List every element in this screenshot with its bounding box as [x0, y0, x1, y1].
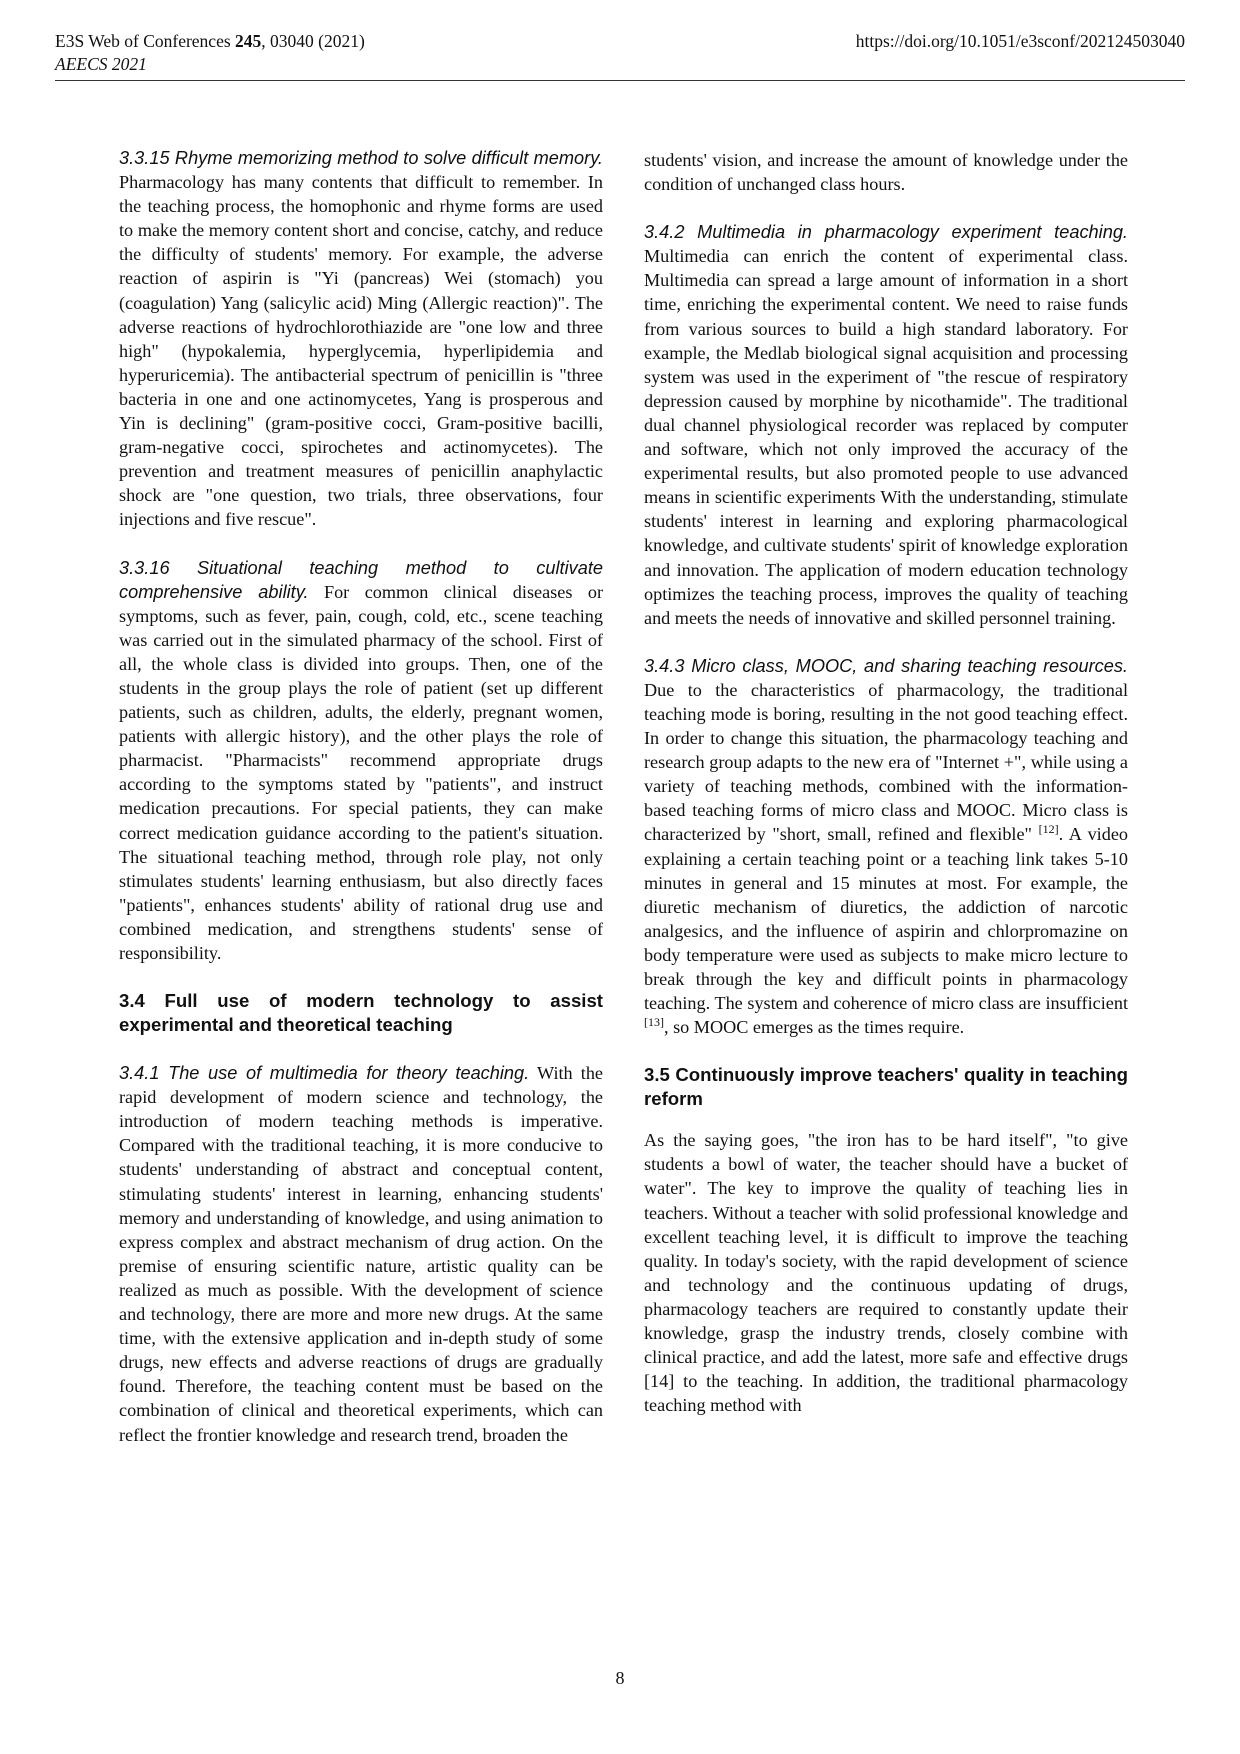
paragraph-body: With the rapid development of modern science and technology, the introduction of modern teaching methods is imperative. Compared with the traditional teaching, it is more conducive to students' understanding of abstract and conceptual content, stimulating students' interest in learning, enhancing students' memory and understanding of knowledge, and using animation to express complex and abstract mechanism of drug action. On the premise of ensuring scientific nature, artistic quality can be realized as much as possible. With the development of science and technology, there are more and more new drugs. At the same time, with the extensive application and in-depth study of some drugs, new effects and adverse reactions of drugs are gradually found. Therefore, the teaching content must be based on the combination of clinical and theoretical experiments, which can reflect the frontier knowledge and research trend, broaden the [119, 1063, 603, 1445]
section-heading-3-4: 3.4 Full use of modern technology to assist experimental and theoretical teaching [119, 990, 603, 1036]
subsection-title-3-4-2: 3.4.2 Multimedia in pharmacology experiment teaching. [644, 222, 1128, 243]
conference-line: E3S Web of Conferences 245, 03040 (2021) [55, 31, 365, 51]
volume-number: 245 [235, 31, 262, 51]
right-column [644, 148, 1128, 1417]
header-left [55, 30, 365, 76]
left-column [119, 146, 603, 1447]
conference-subtitle: AEECS 2021 [55, 54, 147, 74]
paragraph-3-3-16 [119, 556, 603, 966]
subsection-title-3-4-3: 3.4.3 Micro class, MOOC, and sharing teaching resources. [644, 655, 1128, 676]
subsection-title-3-3-15: 3.3.15 Rhyme memorizing method to solve difficult memory. [119, 148, 603, 168]
section-heading-3-5: 3.5 Continuously improve teachers' quality in teaching reform [644, 1064, 1128, 1110]
paragraph-body: Multimedia can enrich the content of experimental class. Multimedia can spread a large amount of information in a short time, enriching the experimental content. We need to raise funds from various sources to build a high standard laboratory. For example, the Medlab biological signal acquisition and processing system was used in the experiment of "the rescue of respiratory depression caused by morphine by nicothamide". The traditional dual channel physiological recorder was replaced by computer and software, which not only improved the accuracy of the experimental results, but also promoted people to use advanced means in scientific experiments With the understanding, stimulate students' interest in learning and exploring pharmacological knowledge, and cultivate students' spirit of knowledge exploration and innovation. The application of modern education technology optimizes the teaching process, improves the quality of teaching and meets the needs of innovative and skilled personnel training. [644, 246, 1128, 628]
paragraph-3-4-2 [644, 220, 1128, 630]
paragraph-3-3-15 [119, 146, 603, 532]
paragraph-body: Pharmacology has many contents that difficult to remember. In the teaching process, the homophonic and rhyme forms are used to make the memory content short and concise, catchy, and reduce the difficulty of students' memory. For example, the adverse reaction of aspirin is "Yi (pancreas) Wei (stomach) you (coagulation) Yang (salicylic acid) Ming (Allergic reaction)". The adverse reactions of hydrochlorothiazide are "one low and three high" (hypokalemia, hyperglycemia, hyperlipidemia and hyperuricemia). The antibacterial spectrum of penicillin is "three bacteria in one and one actinomycetes, Yang is prosperous and Yin is declining" (gram-positive cocci, Gram-positive bacilli, gram-negative cocci, spirochetes and actinomycetes). The prevention and treatment measures of penicillin anaphylactic shock are "one question, two trials, three observations, four injections and five rescue". [119, 172, 603, 530]
subsection-title-3-3-16: 3.3.16 Situational teaching method to cultivate comprehensive ability. [119, 557, 603, 602]
running-header [55, 26, 1185, 81]
paragraph-3-4-1 [119, 1061, 603, 1447]
paragraph-continuation: students' vision, and increase the amount of knowledge under the condition of unchanged class hours. [644, 150, 1128, 195]
paragraph-3-5: As the saying goes, "the iron has to be hard itself", "to give students a bowl of water, the teacher should have a bucket of water". The key to improve the quality of teaching lies in teachers. Without a teacher with solid professional knowledge and excellent teaching level, it is difficult to improve the teaching quality. In today's society, with the rapid development of science and technology and the continuous updating of drugs, pharmacology teachers are required to constantly update their knowledge, grasp the industry trends, closely combine with clinical practice, and add the latest, more safe and effective drugs [14] to the teaching. In addition, the traditional pharmacology teaching method with [644, 1130, 1128, 1416]
citation-12[interactable]: [12] [1038, 822, 1059, 837]
doi-link[interactable]: https://doi.org/10.1051/e3sconf/202124503040 [855, 31, 1185, 51]
paragraph-body: For common clinical diseases or symptoms, such as fever, pain, cough, cold, etc., scene teaching was carried out in the simulated pharmacy of the school. First of all, the whole class is divided into groups. Then, one of the students in the group plays the role of patient (set up different patients, such as children, adults, the elderly, pregnant women, patients with allergic history), and the other plays the role of pharmacist. "Pharmacists" recommend appropriate drugs according to the symptoms stated by "patients", and instruct medication precautions. For special patients, they can make correct medication guidance according to the patient's situation. The situational teaching method, through role play, not only stimulates students' learning enthusiasm, but also directly faces "patients", enhances students' ability of rational drug use and combined medication, and strengthens students' sense of responsibility. [119, 581, 604, 963]
subsection-title-3-4-1: 3.4.1 The use of multimedia for theory teaching. [119, 1063, 530, 1084]
citation-13[interactable]: [13] [644, 1015, 664, 1030]
paragraph-3-4-3: 3.4.3 Micro class, MOOC, and sharing teaching resources. Due to the characteristics of pharmacology, the traditional teaching mode is boring, resulting in the not good teaching effect. In order to change this situation, the pharmacology teaching and research group adapts to the new era of "Internet +", while using a variety of teaching methods, combined with the information-based teaching forms of micro class and MOOC. Micro class is characterized by "short, small, refined and flexible" [12]. A video explaining a certain teaching point or a teaching link takes 5-10 minutes in general and 15 minutes at most. For example, the diuretic mechanism of diuretics, the addiction of narcotic analgesics, and the influence of aspirin and chlorpromazine on body temperature were used as subjects to make micro lecture to break through the key and difficult points in pharmacology teaching. The system and coherence of micro class are insufficient [13], so MOOC emerges as the times require. [644, 655, 1128, 1038]
page-number: 8 [615, 1668, 625, 1688]
